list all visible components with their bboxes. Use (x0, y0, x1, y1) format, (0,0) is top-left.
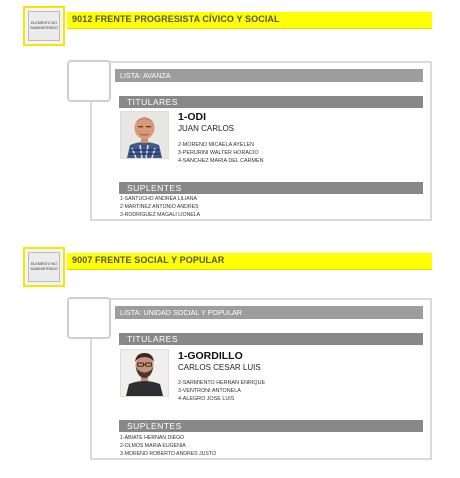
party-title-bar (67, 253, 432, 270)
candidate-name: JUAN CARLOS (178, 124, 235, 133)
list-item: 3-VENTRONI ANTONELA (178, 388, 241, 394)
lista-name: LISTA: UNIDAD SOCIAL Y POPULAR (120, 308, 242, 317)
suplentes-list (120, 434, 216, 458)
list-item: 2-OLMOS MARIA EUGENIA (120, 443, 186, 449)
suplentes-header (119, 182, 423, 194)
suplentes-label: SUPLENTES (127, 183, 182, 193)
titulares-list (178, 379, 265, 403)
party-title: 9012 FRENTE PROGRESISTA CÍVICO Y SOCIAL (72, 14, 280, 24)
logo-placeholder-text: ELEMENTO NO SUMINISTRADO (30, 262, 58, 271)
list-card (90, 298, 432, 460)
suplentes-list (120, 195, 200, 219)
lista-bar (115, 306, 423, 319)
list-item: 2-MARTINEZ ANTONIO ANDRES (120, 204, 199, 210)
party-logo-placeholder (23, 247, 65, 287)
logo-placeholder-text: ELEMENTO NO SUMINISTRADO (30, 21, 58, 30)
candidate-number: 1-GORDILLO (178, 350, 243, 362)
party-logo-placeholder (23, 6, 65, 46)
titulares-header (119, 333, 423, 345)
list-item: 2-SARMIENTO HERNAN ENRIQUE (178, 380, 266, 386)
titulares-list (178, 141, 263, 165)
list-item: 3-RODRIGUEZ MAGALI LIONELA (120, 212, 201, 218)
lista-bar (115, 69, 423, 82)
candidate-number: 1-ODI (178, 111, 207, 123)
list-item: 4-ALEGRO JOSE LUIS (178, 396, 235, 402)
candidate-name: CARLOS CESAR LUIS (178, 363, 261, 372)
list-card (90, 61, 432, 221)
lista-name: LISTA: AVANZA (120, 71, 171, 80)
list-item: 4-SANCHEZ MARIA DEL CARMEN (178, 158, 264, 164)
card-corner-decoration (67, 297, 111, 339)
list-item: 2-MORENO MICAELA AYELEN (178, 142, 254, 148)
titulares-label: TITULARES (127, 97, 178, 107)
list-item: 3-PERURINI WALTER HORACIO (178, 150, 259, 156)
list-item: 1-SANTUCHO ANDREA LILIANA (120, 196, 197, 202)
suplentes-label: SUPLENTES (127, 421, 182, 431)
card-corner-decoration (67, 60, 111, 102)
titulares-header (119, 96, 423, 108)
list-item: 1-ABIATE HERNAN DIEGO (120, 435, 185, 441)
candidate-photo (120, 349, 169, 397)
suplentes-header (119, 420, 423, 432)
party-title: 9007 FRENTE SOCIAL Y POPULAR (72, 255, 225, 265)
party-title-bar (67, 12, 432, 29)
candidate-photo (120, 111, 169, 159)
list-item: 3-MORENO ROBERTO ANDRES JUSTO (120, 451, 216, 457)
titulares-label: TITULARES (127, 334, 178, 344)
